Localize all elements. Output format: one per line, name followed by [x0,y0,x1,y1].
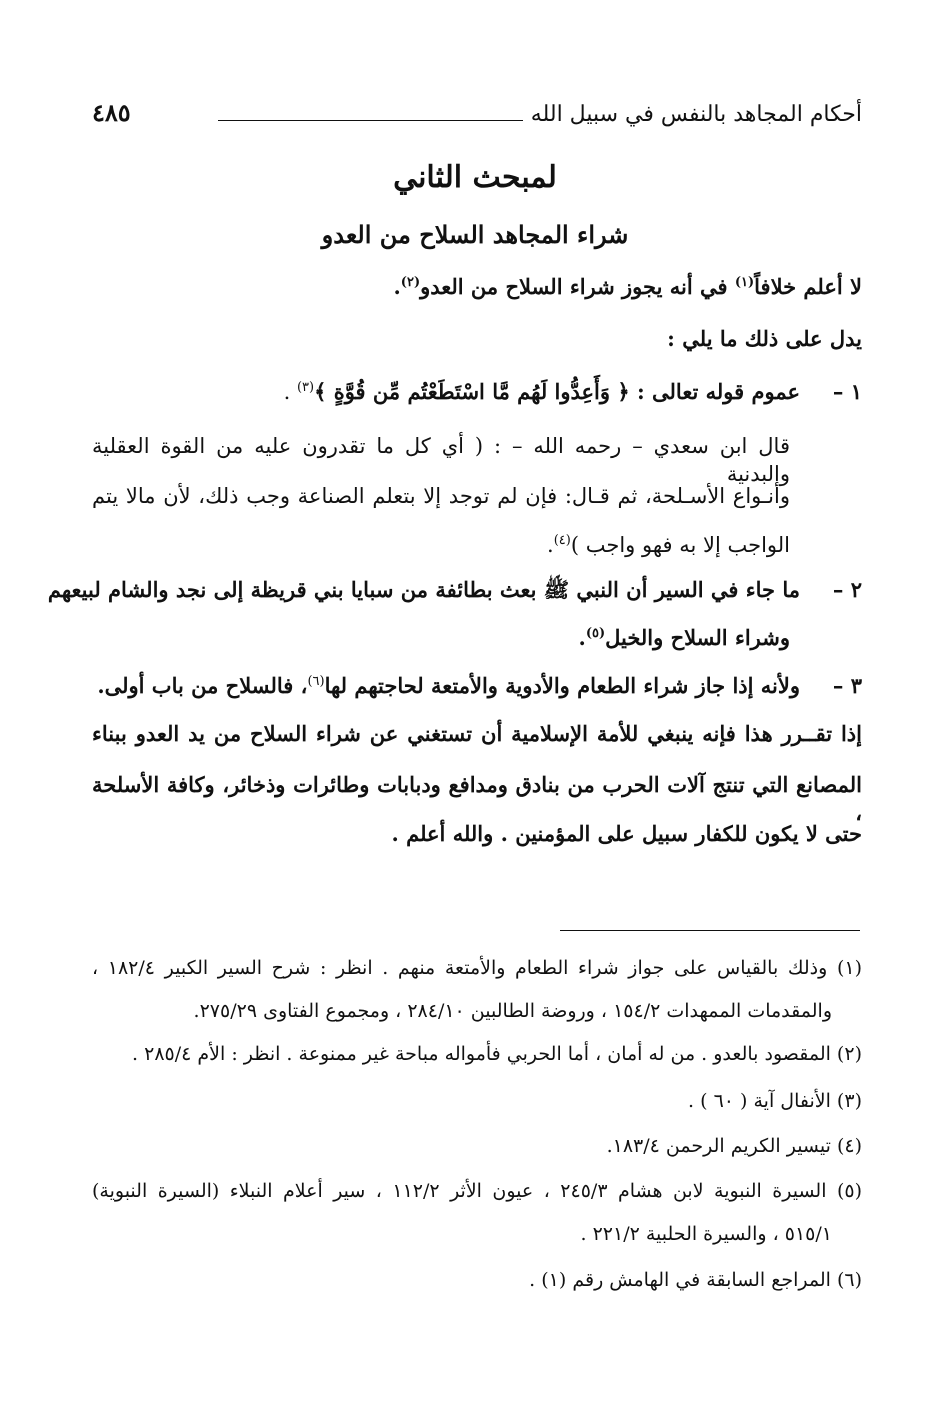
quote-line-1: قال ابن سعدي – رحمه الله – : ( أي كل ما تقدرون عليه من القوة العقلية والبدنية [92,434,790,486]
item-2-continuation [92,624,790,652]
page-header [92,98,862,138]
item-1-end: . [283,380,297,404]
running-title: أحكام المجاهد بالنفس في سبيل الله [530,102,862,127]
list-item-1 [92,378,862,406]
footnote-2: (٢) المقصود بالعدو . من له أمان ، أما الحربي فأمواله مباحة غير ممنوعة . انظر : الأم ٢٨٥/٤ . [132,1043,862,1065]
item-2-number: ٢ – [832,577,862,602]
item-2-line-1: ما جاء في السير أن النبي ﷺ بعث بطائفة من سبايا بني قريظة إلى نجد والشام لبيعهم [47,577,800,602]
conclusion-line-1: إذا تقــرر هذا فإنه ينبغي للأمة الإسلامية أن تستغني عن شراء السلاح من يد العدو ببناء [92,721,862,746]
item-1-number: ١ – [832,379,862,404]
footnote-4: (٤) تيسير الكريم الرحمن ١٨٣/٤. [606,1135,862,1157]
section-title: لمبحث الثاني [393,160,557,195]
footnote-ref-6: (٦) [307,674,325,689]
footnote-5-line-2: ٥١٥/١ ، والسيرة الحلبية ٢٢١/٢ . [580,1223,832,1245]
section-subtitle: شراء المجاهد السلاح من العدو [321,220,629,249]
item-3-number: ٣ – [832,673,862,698]
footnote-ref-3: (٣) [296,380,315,395]
footnote-ref-4: (٤) [553,533,571,548]
item-3-text-2: ، فالسلاح من باب أولى. [97,673,308,698]
footnote-ref-1: (١) [734,275,755,290]
quote-line-2: وأنـواع الأسـلحة، ثم قـال: فإن لم توجد إلا بتعلم الصناعة وجب ذلك، لأن مالا يتم [92,484,790,508]
list-item-3 [92,672,862,700]
footnote-5-line-1: (٥) السيرة النبوية لابن هشام ٢٤٥/٣ ، عيون الأثر ١١٢/٢ ، سير أعلام النبلاء (السيرة النبوية) [92,1180,862,1202]
footnote-1-line-1: (١) وذلك بالقياس على جواز شراء الطعام والأمتعة منهم . انظر : شرح السير الكبير ١٨٢/٤ ، [92,957,862,979]
footnote-3: (٣) الأنفال آية ( ٦٠ ) . [688,1090,862,1112]
conclusion-line-3: حتى لا يكون للكفار سبيل على المؤمنين . والله أعلم . [391,821,862,846]
list-item-2 [47,576,862,604]
footnote-ref-5: (٥) [585,626,606,641]
header-rule [218,120,523,121]
quote-line-3 [92,531,790,559]
intro-paragraph [92,273,862,301]
conclusion-line-2: المصانع التي تنتج آلات الحرب من بنادق ومدافع ودبابات وطائرات وذخائر، وكافة الأسلحة ، [92,772,862,825]
item-2-line-2: وشراء السلاح والخيل [605,625,790,650]
intro-text-2: في أنه يجوز شراء السلاح من العدو [420,274,735,299]
item-3-text: ولأنه إذا جاز شراء الطعام والأدوية والأمتعة لحاجتهم لها [324,673,800,698]
item-2-end: . [578,625,586,650]
footnote-6: (٦) المراجع السابقة في الهامش رقم (١) . [529,1269,862,1291]
item-1-text: عموم قوله تعالى : ﴿ وَأَعِدُّوا لَهُم مَّا اسْتَطَعْتُم مِّن قُوَّةٍ ﴾ [314,379,800,404]
quote-end: . [547,533,554,557]
page-number: ٤٨٥ [92,98,131,127]
intro-end: . [393,274,401,299]
evidence-lead: يدل على ذلك ما يلي : [667,326,862,351]
footnote-separator [560,930,860,931]
footnote-ref-2: (٢) [400,275,421,290]
intro-text: لا أعلم خلافاً [754,274,862,299]
footnote-1-line-2: والمقدمات الممهدات ١٥٤/٢ ، وروضة الطالبين ٢٨٤/١٠ ، ومجموع الفتاوى ٢٧٥/٢٩. [193,1000,832,1022]
quote-line-3-text: الواجب إلا به فهو واجب ) [570,533,790,557]
